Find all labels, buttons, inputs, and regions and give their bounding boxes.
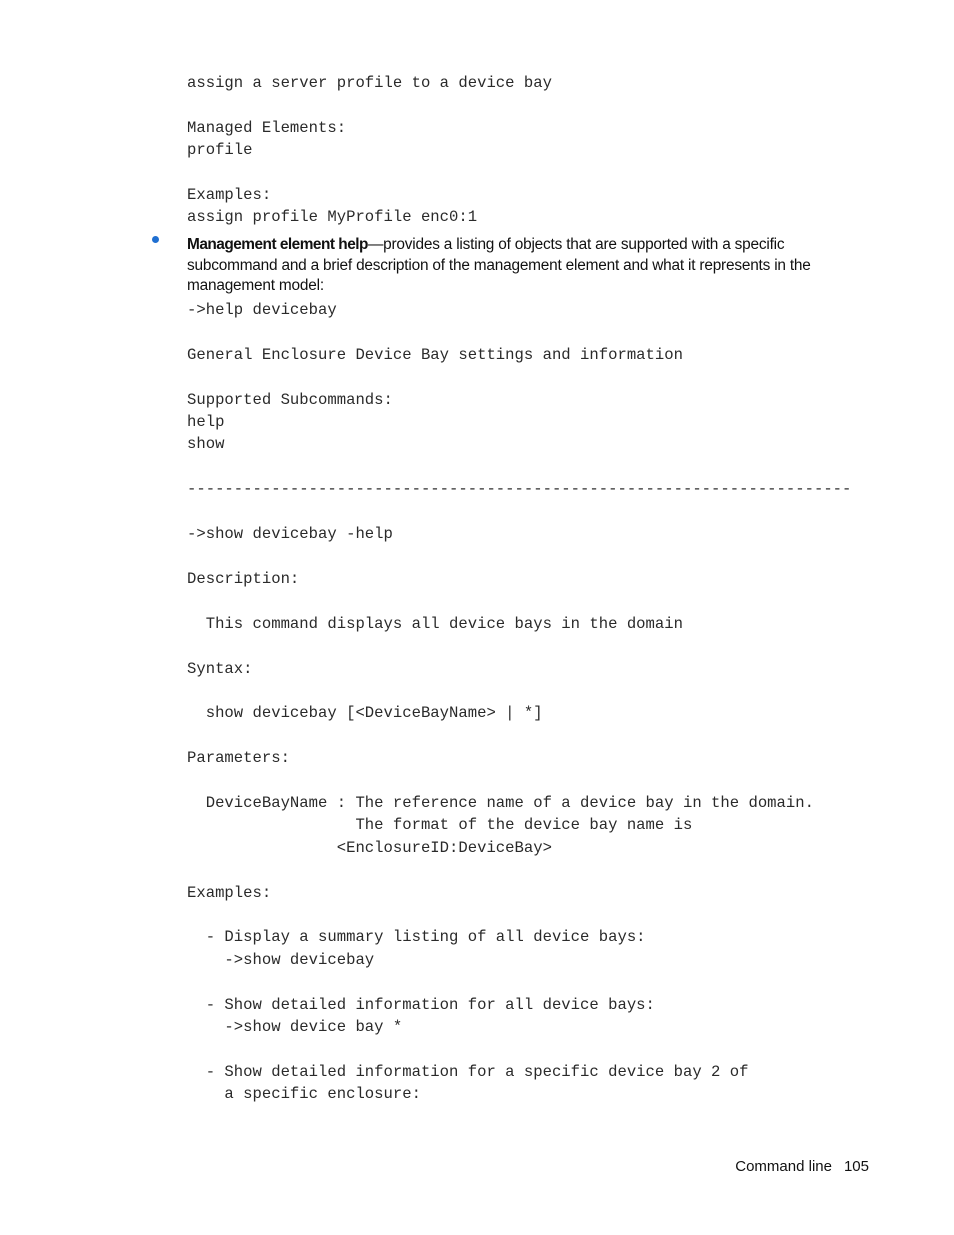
- code-main-line: General Enclosure Device Bay settings and information: [187, 345, 683, 364]
- code-top-line: Managed Elements:: [187, 118, 347, 137]
- code-top-line: assign a server profile to a device bay: [187, 74, 552, 92]
- code-main-line: The format of the device bay name is: [187, 816, 693, 835]
- code-main-line: ->show device bay *: [187, 1018, 403, 1036]
- code-main-line: Supported Subcommands:: [187, 390, 393, 409]
- code-main-line: ->help devicebay: [187, 301, 337, 319]
- page-number: 105: [843, 1158, 869, 1175]
- bullet-icon: [152, 236, 159, 243]
- code-main-line: DeviceBayName : The reference name of a device bay in the domain.: [187, 793, 814, 812]
- code-main-line: - Show detailed information for all device bays:: [187, 995, 655, 1014]
- code-main-line: show: [187, 435, 225, 454]
- bullet-paragraph: [187, 235, 847, 297]
- page-footer: [735, 1158, 869, 1175]
- code-main-line: -----------------------------------------------------------------------: [187, 480, 852, 499]
- code-main-line: Description:: [187, 569, 300, 588]
- code-block-top: [187, 72, 552, 229]
- footer-section: Command line: [735, 1158, 832, 1175]
- code-block-main: [187, 299, 851, 1106]
- code-main-line: ->show devicebay -help: [187, 525, 393, 544]
- code-main-line: - Display a summary listing of all device bays:: [187, 928, 646, 947]
- bullet-term: Management element help: [187, 236, 368, 253]
- code-main-line: This command displays all device bays in the domain: [187, 614, 683, 633]
- code-main-line: ->show devicebay: [187, 950, 375, 969]
- bullet-description: —provides a listing of objects that are supported with a specific subcommand and a brief description of the management element and what it represents in the management model:: [187, 236, 811, 295]
- code-main-line: a specific enclosure:: [187, 1085, 421, 1104]
- code-main-line: help: [187, 413, 225, 432]
- code-main-line: Parameters:: [187, 749, 290, 768]
- code-main-line: show devicebay [<DeviceBayName> | *]: [187, 704, 543, 723]
- code-main-line: - Show detailed information for a specific device bay 2 of: [187, 1062, 749, 1081]
- code-main-line: Syntax:: [187, 659, 253, 678]
- code-main-line: Examples:: [187, 883, 272, 902]
- code-main-line: <EnclosureID:DeviceBay>: [187, 838, 552, 857]
- code-top-line: profile: [187, 141, 253, 160]
- code-top-line: assign profile MyProfile enc0:1: [187, 208, 478, 227]
- code-top-line: Examples:: [187, 186, 272, 205]
